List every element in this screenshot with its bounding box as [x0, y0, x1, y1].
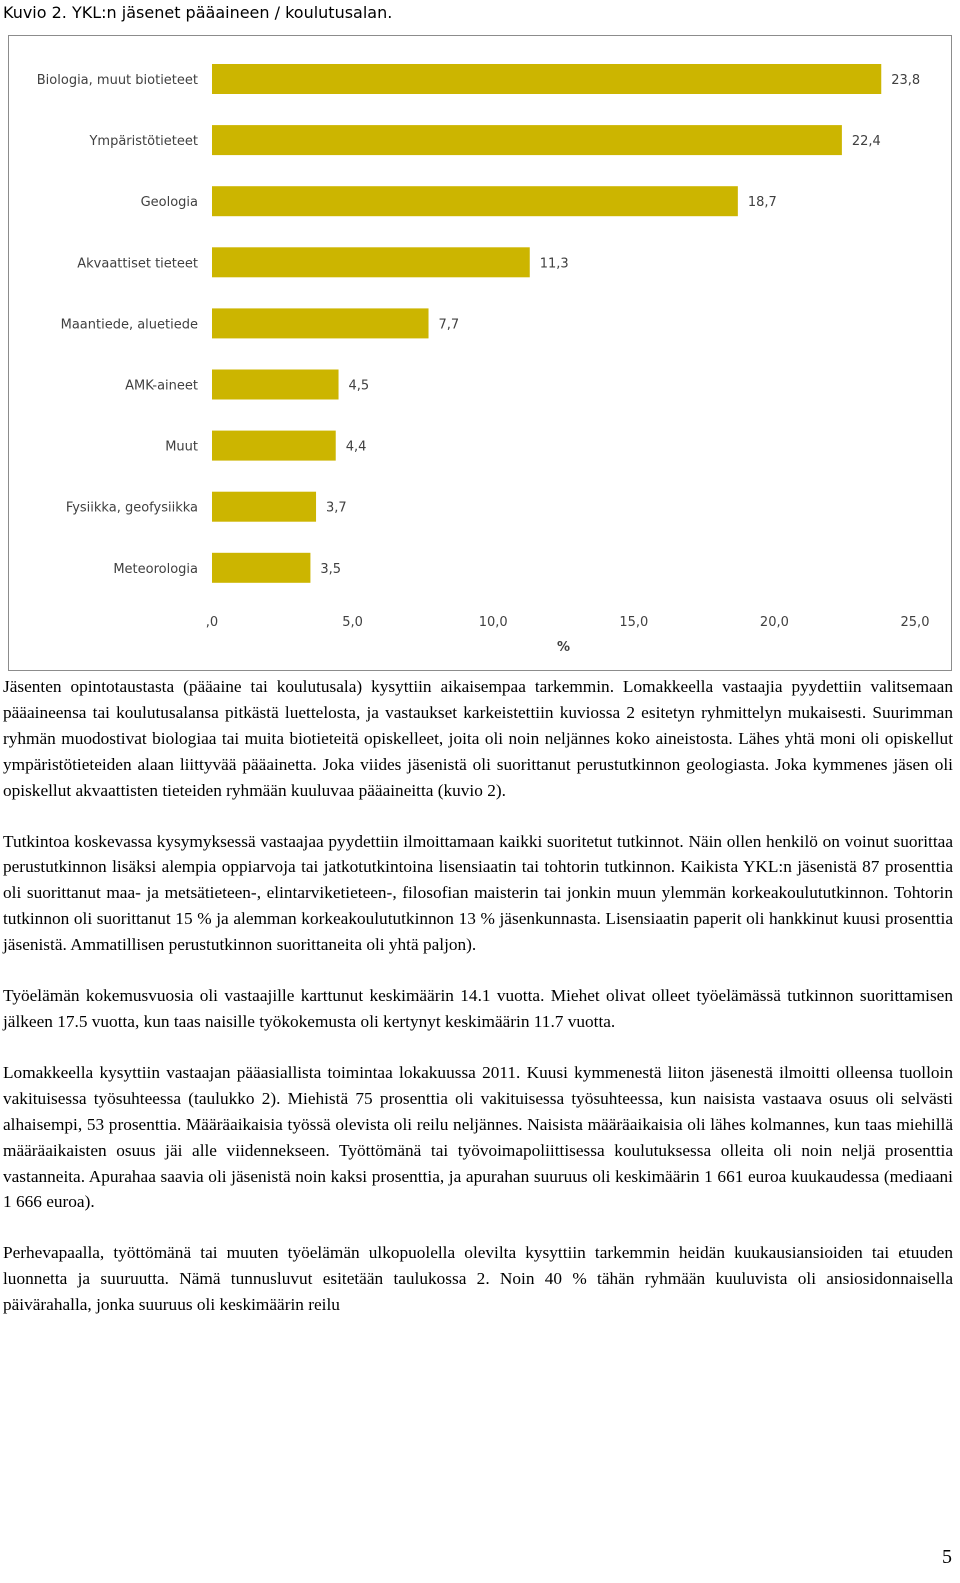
tick-label: ,0: [205, 615, 219, 630]
bar: [212, 125, 842, 155]
tick-label: 10,0: [478, 615, 508, 630]
paragraph-4: Lomakkeella kysyttiin vastaajan pääasiallista toimintaa lokakuussa 2011. Kuusi kymmenestä liiton jäsenestä ilmoitti olleensa tuolloin vakituisessa työsuhteessa (taulukko 2). Miehistä 75 prosenttia oli vakituisessa työsuhteessa, kun naisista vastaava osuus oli selvästi alhaisempi, 53 prosenttia. Määräaikaisia työssä olevista oli reilu neljännes. Naisista määräaikaisia oli lähes kolmannes, kun taas miehillä määräaikaisten osuus jäi alle viidennekseen. Työttömänä tai työvoimapoliittisessa koulutuksessa olleita oli noin neljä prosenttia vastanneita. Apurahaa saavia oli jäsenistä noin kaksi prosenttia, ja apurahan suuruus oli keskimäärin 1 661 euroa kuukaudessa (mediaani 1 666 euroa).: [3, 1062, 953, 1212]
data-label: 7,7: [438, 317, 460, 333]
data-label: 23,8: [891, 73, 921, 88]
bar: [212, 186, 738, 216]
figure-caption: Kuvio 2. YKL:n jäsenet pääaineen / koulutusalan.: [3, 3, 393, 22]
category-label: Fysiikka, geofysiikka: [65, 500, 198, 516]
bar: [212, 370, 339, 400]
category-label: AMK-aineet: [125, 378, 198, 394]
bar: [212, 247, 530, 277]
data-label: 4,4: [345, 439, 367, 455]
data-label: 3,5: [320, 561, 342, 577]
category-label: Akvaattiset tieteet: [77, 256, 198, 272]
paragraph-1: Jäsenten opintotaustasta (pääaine tai koulutusala) kysyttiin aikaisempaa tarkemmin. Lomakkeella vastaajia pyydettiin valitsemaan pääaineensa tai koulutusalansa pitkästä luettelosta, ja vastaukset karkeistettiin kuviossa 2 esitetyn ryhmittelyn mukaisesti. Suurimman ryhmän muodostivat biologiaa tai muita biotieteitä opiskelleet, joita oli noin neljännes koko aineistosta. Lähes yhtä moni oli opiskellut ympäristötieteiden alaan liittyvää pääainetta. Joka viides jäsenistä oli suorittanut perustutkinnon geologiasta. Joka kymmenes jäsen oli opiskellut akvaattisten tieteiden ryhmään kuuluvaa pääaineitta (kuvio 2).: [3, 677, 953, 800]
paragraph-5: Perhevapaalla, työttömänä tai muuten työelämän ulkopuolella olevilta kysyttiin tarkemmin heidän kuukausiansioiden tai etuuden luonnetta ja suuruutta. Nämä tunnusluvut esitetään taulukossa 2. Noin 40 % tähän ryhmään kuuluvista oli ansiosidonnaisella päivärahalla, jonka suuruus oli keskimäärin reilu: [3, 1243, 953, 1315]
tick-label: 15,0: [619, 615, 649, 630]
category-label: Ympäristötieteet: [89, 134, 198, 150]
category-label: Geologia: [140, 195, 198, 211]
data-label: 22,4: [851, 134, 881, 150]
category-label: Biologia, muut biotieteet: [36, 73, 198, 88]
body-text: [3, 674, 953, 1343]
bar: [212, 492, 316, 522]
bar: [212, 431, 336, 461]
paragraph-3: Työelämän kokemusvuosia oli vastaajille karttunut keskimäärin 14.1 vuotta. Miehet olivat olleet työelämässä tutkinnon suorittamisen jälkeen 17.5 vuotta, kun taas naisille työkokemusta oli kertynyt keskimäärin 11.7 vuotta.: [3, 986, 953, 1031]
bar-chart-plot: [9, 36, 953, 672]
data-label: 11,3: [539, 256, 569, 272]
tick-label: 5,0: [342, 615, 363, 630]
bar: [212, 64, 881, 94]
paragraph-2: Tutkintoa koskevassa kysymyksessä vastaajaa pyydettiin ilmoittamaan kaikki suoritetut tutkinnot. Näin ollen henkilö on voinut suorittaa perustutkinnon lisäksi alempia oppiarvoja tai jatkotutkintoina lisensiaatin tai tohtorin tutkinnon. Kaikista YKL:n jäsenistä 87 prosenttia oli suorittanut maa- ja metsätieteen-, elintarviketieteen-, filosofian maisterin tai jonkin muun ylemmän korkeakoulututkinnon. Tohtorin tutkinnon oli suorittanut 15 % ja alemman korkeakoulututkinnon 13 % jäsenkunnasta. Lisensiaatin paperit oli hankkinut kuusi prosenttia jäsenistä. Ammatillisen perustutkinnon suorittaneita oli yhtä paljon).: [3, 831, 953, 955]
page-number: 5: [942, 1546, 952, 1568]
category-label: Muut: [165, 439, 198, 455]
bar: [212, 308, 429, 338]
tick-label: 20,0: [759, 615, 789, 630]
category-label: Maantiede, aluetiede: [60, 317, 198, 333]
tick-label: 25,0: [900, 615, 930, 630]
data-label: 18,7: [747, 195, 777, 211]
category-label: Meteorologia: [113, 561, 198, 577]
x-axis-label: %: [556, 640, 571, 655]
data-label: 3,7: [326, 500, 347, 516]
data-label: 4,5: [348, 378, 370, 394]
bar-chart: [8, 35, 952, 671]
bar: [212, 553, 310, 583]
